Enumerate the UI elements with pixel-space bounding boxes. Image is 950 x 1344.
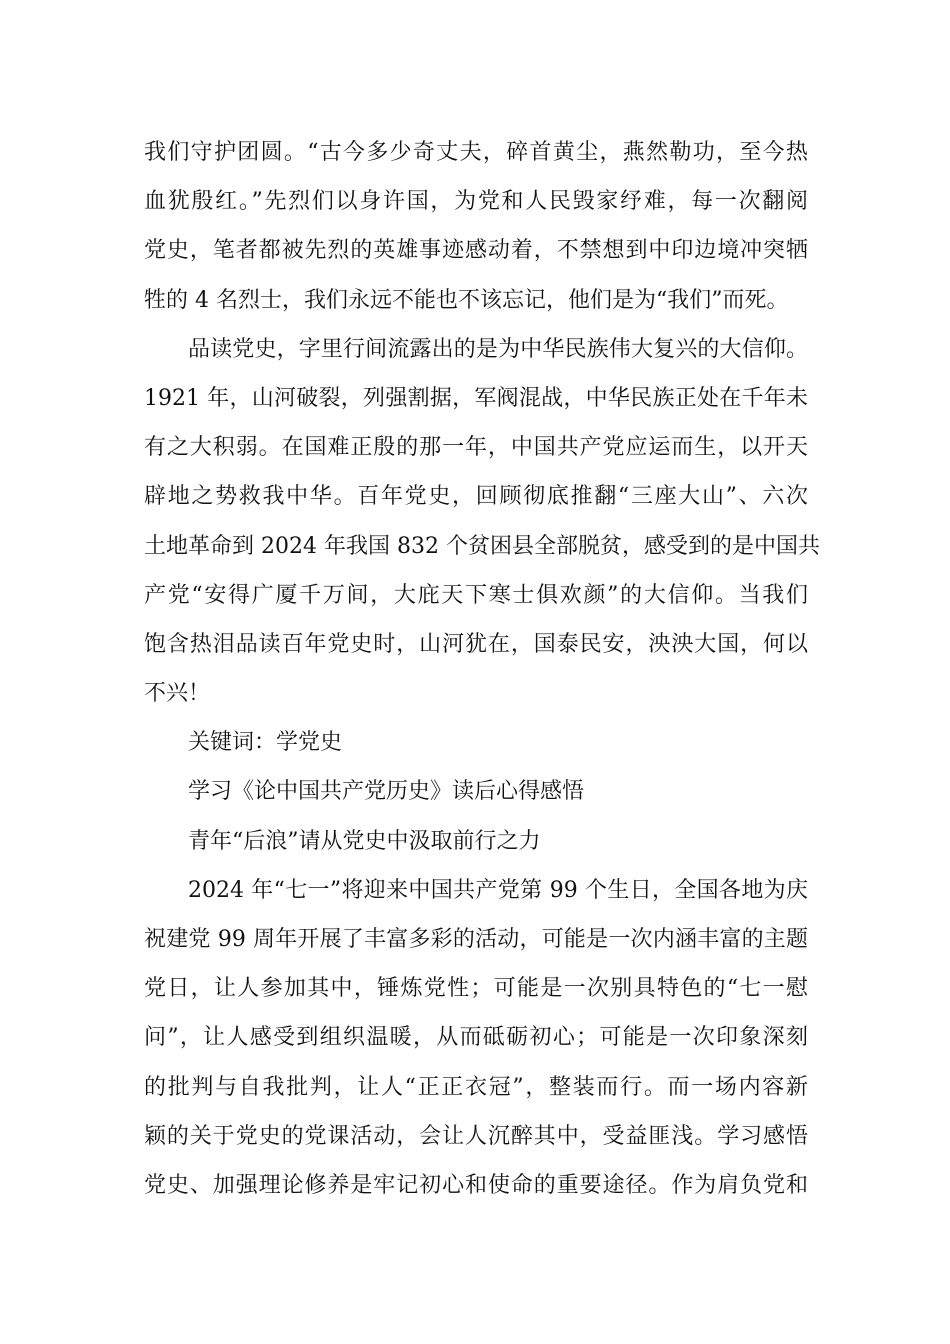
text-line: 我们守护团圆。“古今多少奇丈夫，碎首黄尘，燕然勒功，至今热 (144, 140, 808, 165)
text-line: 不兴！ (144, 681, 211, 707)
text-line: 辟地之势救我中华。百年党史，回顾彻底推翻“三座大山”、六次 (144, 484, 808, 510)
text-line: 土地革命到 2024 年我国 832 个贫困县全部脱贫，感受到的是中国共 (144, 533, 820, 559)
text-line: 党史、加强理论修养是牢记初心和使命的重要途径。作为肩负党和 (144, 1172, 808, 1198)
text-line: 产党“安得广厦千万间，大庇天下寒士俱欢颜”的大信仰。当我们 (144, 582, 808, 608)
text-line: 问”，让人感受到组织温暖，从而砥砺初心；可能是一次印象深刻 (144, 1025, 808, 1051)
text-line: 党史，笔者都被先烈的英雄事迹感动着，不禁想到中印边境冲突牺 (144, 238, 808, 264)
article-subtitle: 青年“后浪”请从党史中汲取前行之力 (188, 828, 541, 854)
text-line: 颖的关于党史的党课活动，会让人沉醉其中，受益匪浅。学习感悟 (144, 1123, 808, 1149)
text-line: 的批判与自我批判，让人“正正衣冠”，整装而行。而一场内容新 (144, 1074, 808, 1100)
text-line: 党日，让人参加其中，锤炼党性；可能是一次别具特色的“七一慰 (144, 976, 808, 1002)
paragraph-start-line: 2024 年“七一”将迎来中国共产党第 99 个生日，全国各地为庆 (188, 877, 808, 903)
text-line: 祝建党 99 周年开展了丰富多彩的活动，可能是一次内涵丰富的主题 (144, 927, 808, 952)
keywords-line: 关键词：学党史 (188, 730, 343, 756)
article-title: 学习《论中国共产党历史》读后心得感悟 (188, 779, 585, 805)
text-line: 有之大积弱。在国难正殷的那一年，中国共产党应运而生，以开天 (144, 435, 808, 461)
paragraph-start-line: 品读党史，字里行间流露出的是为中华民族伟大复兴的大信仰。 (188, 336, 808, 362)
text-line: 血犹殷红。”先烈们以身许国，为党和人民毁家纾难，每一次翻阅 (144, 189, 808, 215)
text-line: 饱含热泪品读百年党史时，山河犹在，国泰民安，泱泱大国，何以 (144, 631, 808, 657)
text-line: 牲的 4 名烈士，我们永远不能也不该忘记，他们是为“我们”而死。 (144, 287, 789, 313)
text-line: 1921 年，山河破裂，列强割据，军阀混战，中华民族正处在千年未 (144, 385, 808, 411)
body-text (144, 128, 820, 1210)
